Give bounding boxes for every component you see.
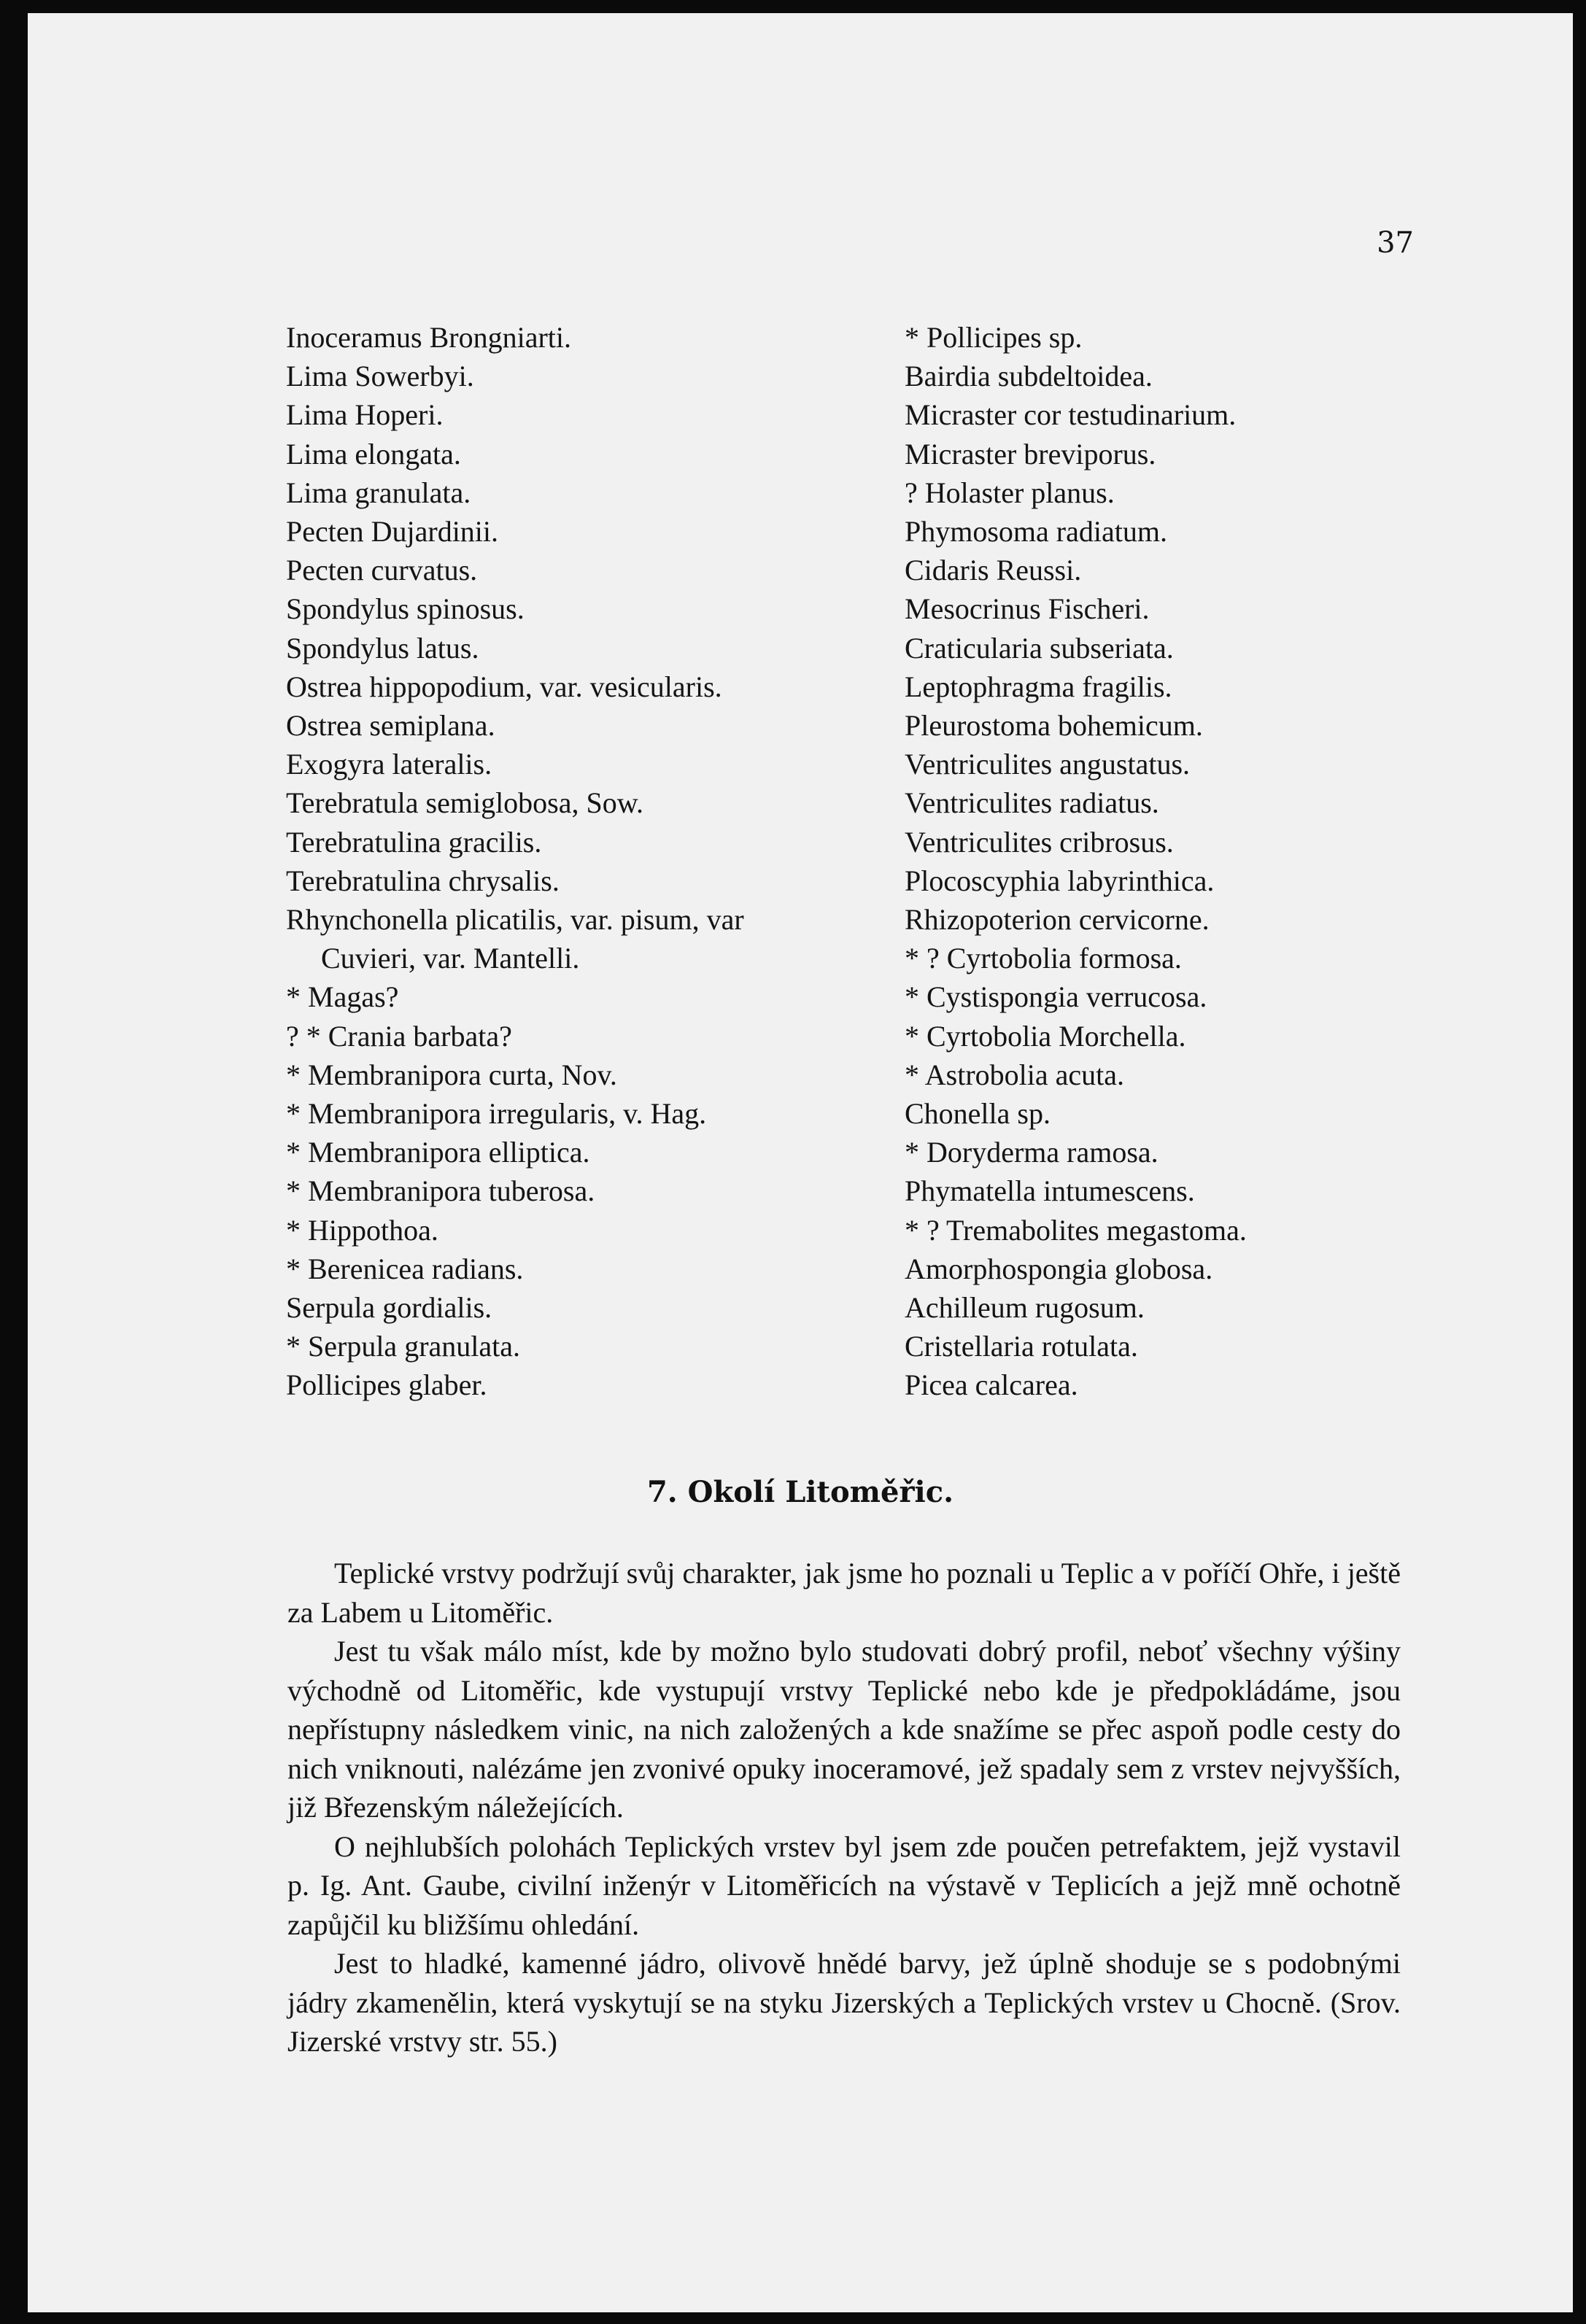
list-item: Exogyra lateralis. — [286, 748, 492, 781]
list-item: Pollicipes glaber. — [286, 1368, 487, 1402]
list-item: Lima granulata. — [286, 476, 471, 509]
list-item: Amorphospongia globosa. — [905, 1252, 1213, 1285]
list-item: Terebratulina chrysalis. — [286, 864, 560, 897]
list-item: * Membranipora elliptica. — [286, 1136, 590, 1169]
section-heading: 7. Okolí Litoměřic. — [646, 1475, 954, 1509]
list-item: Ventriculites angustatus. — [905, 748, 1191, 781]
list-item: Rhynchonella plicatilis, var. pisum, var — [286, 903, 744, 937]
list-item: Spondylus spinosus. — [286, 592, 525, 626]
list-item: Mesocrinus Fischeri. — [905, 592, 1150, 626]
list-item: * Berenicea radians. — [286, 1252, 524, 1285]
list-item: Terebratulina gracilis. — [286, 825, 542, 859]
list-item: * Magas? — [286, 980, 399, 1014]
list-item: Rhizopoterion cervicorne. — [905, 903, 1210, 937]
list-item: Cristellaria rotulata. — [905, 1330, 1138, 1363]
list-item: Chonella sp. — [905, 1097, 1051, 1131]
list-item: Achilleum rugosum. — [905, 1291, 1145, 1325]
list-item-continuation — [286, 939, 884, 977]
list-item: * Cystispongia verrucosa. — [905, 980, 1207, 1014]
list-item: Lima elongata. — [286, 437, 461, 470]
list-item: Pecten curvatus. — [286, 554, 478, 587]
list-item: Serpula gordialis. — [286, 1291, 492, 1325]
list-item: ? Holaster planus. — [905, 476, 1115, 509]
paragraph: Jest to hladké, kamenné jádro, olivově hnědé barvy, jež úplně shoduje se s podobnými jádry zkamenělin, která vyskytují se na styku Jizerských a Teplických vrstev u Chocně. (Srov. Jizerské vrstvy str. 55.) — [287, 1947, 1401, 2058]
list-item: Cidaris Reussi. — [905, 554, 1082, 587]
list-item: Pleurostoma bohemicum. — [905, 709, 1203, 743]
list-item: Bairdia subdeltoidea. — [905, 360, 1153, 393]
list-item: Plocoscyphia labyrinthica. — [905, 864, 1215, 897]
list-item: Inoceramus Brongniarti. — [286, 321, 571, 354]
paragraph: Jest tu však málo míst, kde by možno bylo studovati dobrý profil, neboť všechny výšiny východně od Litoměřic, kde vystupují vrstvy Teplické nebo kde je předpokládáme, jsou nepřístupny následkem vinic, na nich založených a kde snažíme se přec aspoň podle cesty do nich vniknouti, nalézáme jen zvonivé opuky inoceramové, jež spadaly sem z vrstev nejvyšších, již Březenským náležejících. — [287, 1635, 1401, 1824]
list-item: ? * Crania barbata? — [286, 1019, 512, 1053]
list-item: Phymosoma radiatum. — [905, 515, 1167, 549]
list-item: Spondylus latus. — [286, 631, 479, 665]
list-item: Ostrea semiplana. — [286, 709, 495, 743]
list-item: Picea calcarea. — [905, 1368, 1078, 1402]
list-item: Micraster breviporus. — [905, 437, 1156, 470]
list-item: * Pollicipes sp. — [905, 321, 1083, 354]
list-item: Ostrea hippopodium, var. vesicularis. — [286, 670, 722, 703]
document-page — [28, 13, 1573, 2312]
list-item: * Astrobolia acuta. — [905, 1058, 1125, 1091]
list-item: * Membranipora irregularis, v. Hag. — [286, 1097, 707, 1131]
list-item: * Cyrtobolia Morchella. — [905, 1019, 1186, 1053]
paragraph: Teplické vrstvy podržují svůj charakter, jak jsme ho poznali u Teplic a v poříčí Ohře, i ještě za Labem u Litoměřic. — [287, 1557, 1401, 1629]
species-list-right — [905, 318, 1430, 1405]
list-item: * Doryderma ramosa. — [905, 1136, 1158, 1169]
list-item: * Hippothoa. — [286, 1213, 438, 1247]
list-item: Phymatella intumescens. — [905, 1174, 1195, 1208]
list-item: * Membranipora tuberosa. — [286, 1174, 595, 1208]
list-item: Ventriculites radiatus. — [905, 786, 1159, 820]
species-list-left — [286, 318, 884, 1405]
list-item: Craticularia subseriata. — [905, 631, 1174, 665]
list-item: * Serpula granulata. — [286, 1330, 520, 1363]
paragraph: O nejhlubších polohách Teplických vrstev byl jsem zde poučen petrefaktem, jejž vystavil p. Ig. Ant. Gaube, civilní inženýr v Litoměřicích na výstavě v Teplicích a jejž mně ochotně zapůjčil ku bližšímu ohledání. — [287, 1829, 1401, 1941]
list-item: Lima Hoperi. — [286, 398, 444, 432]
list-item: * ? Tremabolites megastoma. — [905, 1213, 1247, 1247]
list-item: Micraster cor testudinarium. — [905, 398, 1237, 432]
continuation-text: Cuvieri, var. Mantelli. — [321, 942, 580, 975]
list-item: Pecten Dujardinii. — [286, 515, 499, 549]
list-item: * ? Cyrtobolia formosa. — [905, 942, 1182, 975]
list-item: Terebratula semiglobosa, Sow. — [286, 786, 644, 820]
page-number: 37 — [1377, 226, 1414, 260]
list-item: Leptophragma fragilis. — [905, 670, 1172, 703]
section-body — [287, 1554, 1401, 2061]
list-item: * Membranipora curta, Nov. — [286, 1058, 617, 1091]
list-item: Lima Sowerbyi. — [286, 360, 474, 393]
list-item: Ventriculites cribrosus. — [905, 825, 1174, 859]
